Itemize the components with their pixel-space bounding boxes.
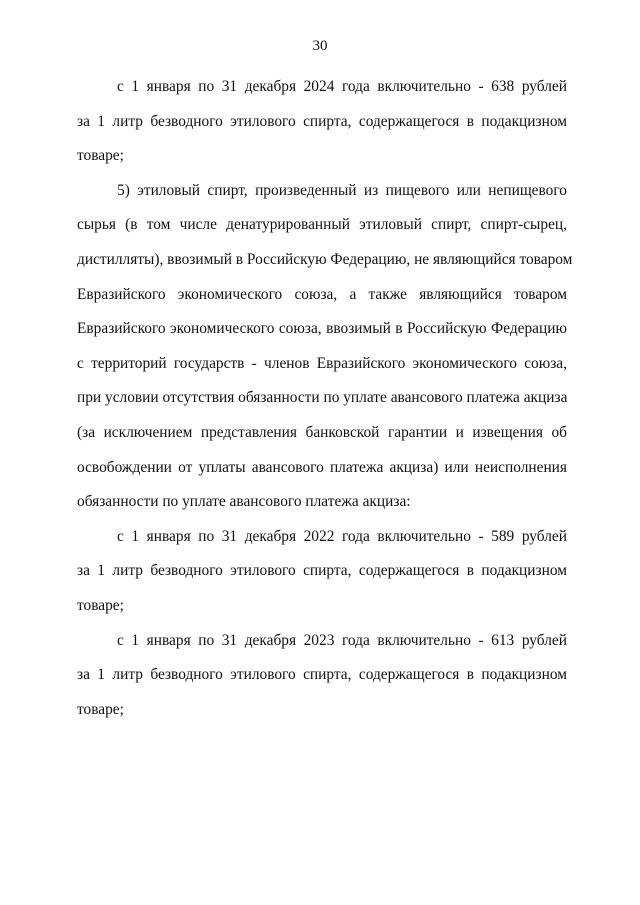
paragraph-line: за 1 литр безводного этилового спирта, содержащегося в подакцизном	[77, 562, 567, 580]
paragraph-item-5	[77, 174, 573, 520]
paragraph-line: товаре;	[77, 700, 124, 718]
paragraph-line: (за исключением представления банковской гарантии и извещения об	[77, 423, 567, 441]
paragraph-line: освобождении от уплаты авансового платежа акциза) или неисполнения	[77, 458, 567, 476]
paragraph-line: с 1 января по 31 декабря 2022 года включительно - 589 рублей	[117, 527, 567, 545]
page-number: 30	[312, 38, 328, 54]
document-body	[77, 70, 573, 727]
paragraph-line: с 1 января по 31 декабря 2023 года включительно - 613 рублей	[117, 631, 567, 649]
paragraph-line: дистилляты), ввозимый в Российскую Федерацию, не являющийся товаром	[77, 250, 573, 268]
paragraph-line: за 1 литр безводного этилового спирта, содержащегося в подакцизном	[77, 666, 567, 684]
paragraph-line: 5) этиловый спирт, произведенный из пищевого или непищевого	[117, 181, 567, 199]
paragraph-line: с 1 января по 31 декабря 2024 года включительно - 638 рублей	[117, 78, 567, 95]
paragraph-line: с территорий государств - членов Евразийского экономического союза,	[77, 354, 567, 372]
paragraph-2022-rate	[77, 520, 567, 624]
paragraph-line: обязанности по уплате авансового платежа акциза:	[77, 493, 411, 511]
paragraph-line: при условии отсутствия обязанности по уплате авансового платежа акциза	[77, 389, 568, 407]
paragraph-line: товаре;	[77, 596, 124, 614]
paragraph-line: сырья (в том числе денатурированный этиловый спирт, спирт-сырец,	[77, 216, 567, 234]
paragraph-line: за 1 литр безводного этилового спирта, содержащегося в подакцизном	[77, 112, 567, 130]
paragraph-line: Евразийского экономического союза, а также являющийся товаром	[77, 285, 567, 303]
paragraph-line: Евразийского экономического союза, ввозимый в Российскую Федерацию	[77, 320, 567, 338]
paragraph-2024-rate	[77, 70, 567, 174]
paragraph-line: товаре;	[77, 147, 124, 165]
paragraph-2023-rate	[77, 624, 567, 728]
